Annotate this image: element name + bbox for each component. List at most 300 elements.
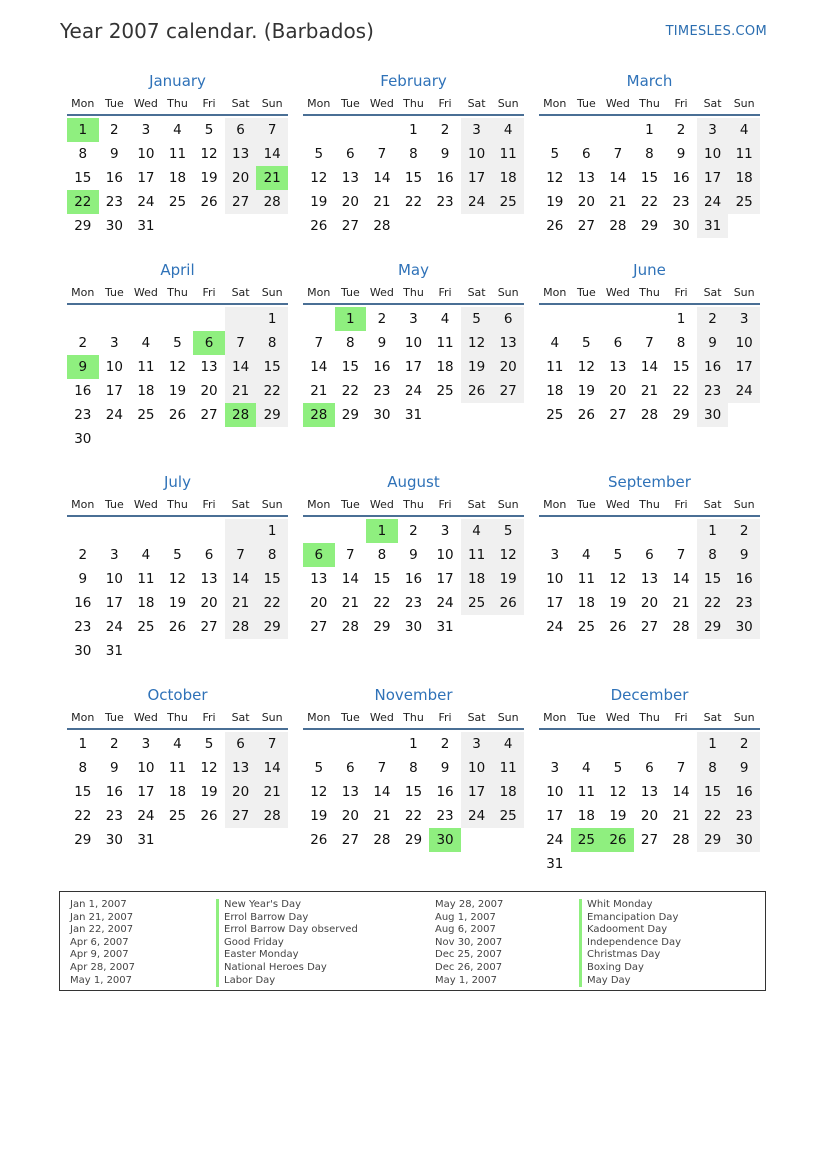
day-cell[interactable]: 25 (577, 619, 595, 635)
day-cell[interactable]: 11 (168, 760, 187, 776)
day-cell[interactable]: 25 (728, 190, 760, 214)
day-cell[interactable]: 29 (341, 407, 359, 423)
day-cell[interactable]: 3 (550, 547, 560, 563)
day-cell[interactable]: 23 (728, 804, 760, 828)
day-cell[interactable]: 19 (310, 194, 328, 210)
day-cell[interactable]: 24 (137, 808, 155, 824)
day-cell[interactable]: 6 (645, 547, 654, 563)
day-cell[interactable]: 1 (335, 307, 367, 331)
day-cell[interactable]: 14 (640, 359, 659, 375)
day-cell[interactable]: 29 (74, 218, 92, 234)
day-cell[interactable]: 16 (404, 571, 423, 587)
day-cell[interactable]: 14 (256, 756, 288, 780)
day-cell[interactable]: 17 (404, 359, 423, 375)
day-cell[interactable]: 12 (310, 170, 328, 186)
day-cell[interactable]: 28 (303, 403, 335, 427)
day-cell[interactable]: 19 (609, 808, 627, 824)
day-cell[interactable]: 19 (546, 194, 564, 210)
day-cell[interactable]: 4 (141, 335, 151, 351)
day-cell[interactable]: 10 (697, 142, 729, 166)
day-cell[interactable]: 12 (546, 170, 564, 186)
day-cell[interactable]: 31 (546, 856, 564, 872)
day-cell[interactable]: 24 (728, 379, 760, 403)
day-cell[interactable]: 9 (110, 146, 119, 162)
day-cell[interactable]: 5 (550, 146, 560, 162)
day-cell[interactable]: 21 (672, 595, 690, 611)
day-cell[interactable]: 4 (728, 118, 760, 142)
day-cell[interactable]: 25 (137, 619, 155, 635)
day-cell[interactable]: 19 (492, 567, 524, 591)
day-cell[interactable]: 11 (168, 146, 187, 162)
day-cell[interactable]: 28 (225, 403, 257, 427)
day-cell[interactable]: 15 (640, 170, 659, 186)
day-cell[interactable]: 18 (492, 780, 524, 804)
day-cell[interactable]: 18 (436, 359, 454, 375)
day-cell[interactable]: 1 (409, 122, 418, 138)
day-cell[interactable]: 14 (609, 170, 627, 186)
day-cell[interactable]: 19 (200, 784, 218, 800)
day-cell[interactable]: 11 (492, 142, 524, 166)
day-cell[interactable]: 7 (645, 335, 654, 351)
day-cell[interactable]: 15 (341, 359, 359, 375)
day-cell[interactable]: 30 (74, 643, 92, 659)
day-cell[interactable]: 18 (728, 166, 760, 190)
day-cell[interactable]: 14 (225, 567, 257, 591)
day-cell[interactable]: 9 (440, 146, 450, 162)
day-cell[interactable]: 2 (409, 523, 418, 539)
day-cell[interactable]: 10 (105, 571, 123, 587)
day-cell[interactable]: 27 (577, 218, 595, 234)
day-cell[interactable]: 8 (697, 756, 729, 780)
day-cell[interactable]: 24 (105, 619, 123, 635)
day-cell[interactable]: 2 (110, 122, 119, 138)
day-cell[interactable]: 15 (404, 784, 423, 800)
day-cell[interactable]: 4 (440, 311, 450, 327)
day-cell[interactable]: 27 (225, 190, 257, 214)
day-cell[interactable]: 10 (728, 331, 760, 355)
day-cell[interactable]: 13 (341, 170, 359, 186)
day-cell[interactable]: 20 (200, 595, 218, 611)
day-cell[interactable]: 21 (256, 166, 288, 190)
day-cell[interactable]: 8 (377, 547, 387, 563)
day-cell[interactable]: 27 (492, 379, 524, 403)
day-cell[interactable]: 29 (672, 407, 690, 423)
day-cell[interactable]: 24 (697, 190, 729, 214)
day-cell[interactable]: 20 (341, 194, 359, 210)
day-cell[interactable]: 24 (137, 194, 155, 210)
day-cell[interactable]: 26 (200, 808, 218, 824)
day-cell[interactable]: 25 (492, 190, 524, 214)
day-cell[interactable]: 23 (74, 407, 92, 423)
day-cell[interactable]: 17 (728, 355, 760, 379)
day-cell[interactable]: 5 (613, 760, 623, 776)
day-cell[interactable]: 12 (200, 760, 218, 776)
day-cell[interactable]: 4 (492, 118, 524, 142)
day-cell[interactable]: 2 (728, 732, 760, 756)
day-cell[interactable]: 8 (256, 331, 288, 355)
day-cell[interactable]: 7 (613, 146, 623, 162)
day-cell[interactable]: 10 (404, 335, 423, 351)
day-cell[interactable]: 4 (173, 122, 182, 138)
day-cell[interactable]: 15 (697, 780, 729, 804)
day-cell[interactable]: 23 (436, 808, 454, 824)
day-cell[interactable]: 14 (225, 355, 257, 379)
day-cell[interactable]: 4 (492, 732, 524, 756)
day-cell[interactable]: 1 (697, 732, 729, 756)
day-cell[interactable]: 31 (137, 832, 155, 848)
day-cell[interactable]: 12 (609, 571, 627, 587)
day-cell[interactable]: 5 (314, 146, 324, 162)
day-cell[interactable]: 10 (137, 146, 155, 162)
day-cell[interactable]: 20 (310, 595, 328, 611)
day-cell[interactable]: 1 (676, 311, 686, 327)
day-cell[interactable]: 6 (204, 547, 214, 563)
day-cell[interactable]: 21 (310, 383, 328, 399)
day-cell[interactable]: 26 (168, 407, 187, 423)
day-cell[interactable]: 15 (74, 170, 92, 186)
day-cell[interactable]: 9 (409, 547, 418, 563)
day-cell[interactable]: 8 (256, 543, 288, 567)
day-cell[interactable]: 22 (672, 383, 690, 399)
day-cell[interactable]: 27 (310, 619, 328, 635)
day-cell[interactable]: 20 (341, 808, 359, 824)
day-cell[interactable]: 27 (200, 407, 218, 423)
day-cell[interactable]: 22 (697, 591, 729, 615)
day-cell[interactable]: 16 (105, 170, 123, 186)
day-cell[interactable]: 19 (461, 355, 493, 379)
day-cell[interactable]: 21 (373, 194, 391, 210)
day-cell[interactable]: 13 (640, 784, 659, 800)
day-cell[interactable]: 23 (404, 595, 423, 611)
day-cell[interactable]: 20 (200, 383, 218, 399)
day-cell[interactable]: 23 (105, 194, 123, 210)
day-cell[interactable]: 24 (105, 407, 123, 423)
day-cell[interactable]: 6 (225, 118, 257, 142)
day-cell[interactable]: 5 (204, 122, 214, 138)
day-cell[interactable]: 22 (74, 808, 92, 824)
day-cell[interactable]: 3 (110, 335, 119, 351)
day-cell[interactable]: 6 (346, 760, 355, 776)
day-cell[interactable]: 5 (204, 736, 214, 752)
day-cell[interactable]: 20 (609, 383, 627, 399)
day-cell[interactable]: 9 (728, 543, 760, 567)
day-cell[interactable]: 24 (461, 190, 493, 214)
day-cell[interactable]: 12 (577, 359, 595, 375)
day-cell[interactable]: 11 (137, 359, 155, 375)
day-cell[interactable]: 30 (697, 403, 729, 427)
day-cell[interactable]: 28 (256, 804, 288, 828)
day-cell[interactable]: 13 (577, 170, 595, 186)
day-cell[interactable]: 16 (672, 170, 690, 186)
day-cell[interactable]: 30 (672, 218, 690, 234)
day-cell[interactable]: 12 (492, 543, 524, 567)
day-cell[interactable]: 1 (67, 118, 99, 142)
day-cell[interactable]: 6 (613, 335, 623, 351)
day-cell[interactable]: 9 (377, 335, 387, 351)
day-cell[interactable]: 11 (492, 756, 524, 780)
day-cell[interactable]: 11 (546, 359, 564, 375)
day-cell[interactable]: 14 (672, 784, 690, 800)
day-cell[interactable]: 8 (409, 760, 418, 776)
day-cell[interactable]: 18 (492, 166, 524, 190)
day-cell[interactable]: 6 (193, 331, 225, 355)
day-cell[interactable]: 9 (697, 331, 729, 355)
day-cell[interactable]: 6 (225, 732, 257, 756)
day-cell[interactable]: 23 (373, 383, 391, 399)
day-cell[interactable]: 28 (373, 832, 391, 848)
day-cell[interactable]: 20 (640, 595, 659, 611)
day-cell[interactable]: 9 (110, 760, 119, 776)
day-cell[interactable]: 17 (105, 383, 123, 399)
day-cell[interactable]: 10 (461, 756, 493, 780)
day-cell[interactable]: 14 (373, 784, 391, 800)
day-cell[interactable]: 27 (640, 832, 659, 848)
day-cell[interactable]: 8 (676, 335, 686, 351)
day-cell[interactable]: 31 (697, 214, 729, 238)
day-cell[interactable]: 9 (440, 760, 450, 776)
day-cell[interactable]: 10 (546, 571, 564, 587)
day-cell[interactable]: 13 (310, 571, 328, 587)
day-cell[interactable]: 9 (676, 146, 686, 162)
day-cell[interactable]: 28 (341, 619, 359, 635)
day-cell[interactable]: 27 (609, 407, 627, 423)
day-cell[interactable]: 10 (461, 142, 493, 166)
day-cell[interactable]: 7 (377, 760, 387, 776)
day-cell[interactable]: 9 (78, 571, 88, 587)
day-cell[interactable]: 18 (168, 170, 187, 186)
day-cell[interactable]: 30 (105, 832, 123, 848)
day-cell[interactable]: 1 (409, 736, 418, 752)
day-cell[interactable]: 29 (373, 619, 391, 635)
day-cell[interactable]: 22 (256, 379, 288, 403)
day-cell[interactable]: 23 (672, 194, 690, 210)
day-cell[interactable]: 21 (640, 383, 659, 399)
day-cell[interactable]: 25 (492, 804, 524, 828)
day-cell[interactable]: 19 (168, 595, 187, 611)
day-cell[interactable]: 30 (373, 407, 391, 423)
day-cell[interactable]: 31 (137, 218, 155, 234)
day-cell[interactable]: 26 (461, 379, 493, 403)
day-cell[interactable]: 10 (137, 760, 155, 776)
day-cell[interactable]: 9 (728, 756, 760, 780)
day-cell[interactable]: 6 (303, 543, 335, 567)
day-cell[interactable]: 4 (173, 736, 182, 752)
day-cell[interactable]: 24 (546, 619, 564, 635)
day-cell[interactable]: 3 (461, 732, 493, 756)
day-cell[interactable]: 6 (645, 760, 654, 776)
day-cell[interactable]: 29 (404, 832, 423, 848)
day-cell[interactable]: 20 (577, 194, 595, 210)
day-cell[interactable]: 15 (256, 567, 288, 591)
day-cell[interactable]: 15 (373, 571, 391, 587)
day-cell[interactable]: 1 (78, 736, 88, 752)
day-cell[interactable]: 22 (256, 591, 288, 615)
day-cell[interactable]: 19 (577, 383, 595, 399)
day-cell[interactable]: 21 (225, 379, 257, 403)
day-cell[interactable]: 22 (67, 190, 99, 214)
day-cell[interactable]: 4 (550, 335, 560, 351)
day-cell[interactable]: 30 (728, 615, 760, 639)
day-cell[interactable]: 5 (314, 760, 324, 776)
day-cell[interactable]: 12 (200, 146, 218, 162)
day-cell[interactable]: 10 (436, 547, 454, 563)
day-cell[interactable]: 17 (137, 170, 155, 186)
day-cell[interactable]: 19 (609, 595, 627, 611)
day-cell[interactable]: 26 (492, 591, 524, 615)
day-cell[interactable]: 8 (78, 146, 88, 162)
day-cell[interactable]: 11 (728, 142, 760, 166)
day-cell[interactable]: 7 (676, 760, 686, 776)
day-cell[interactable]: 26 (546, 218, 564, 234)
day-cell[interactable]: 16 (373, 359, 391, 375)
day-cell[interactable]: 18 (461, 567, 493, 591)
day-cell[interactable]: 19 (200, 170, 218, 186)
day-cell[interactable]: 2 (78, 335, 88, 351)
day-cell[interactable]: 13 (640, 571, 659, 587)
day-cell[interactable]: 4 (582, 547, 591, 563)
day-cell[interactable]: 2 (377, 311, 387, 327)
day-cell[interactable]: 11 (436, 335, 454, 351)
day-cell[interactable]: 20 (492, 355, 524, 379)
day-cell[interactable]: 18 (137, 595, 155, 611)
day-cell[interactable]: 16 (728, 567, 760, 591)
day-cell[interactable]: 12 (461, 331, 493, 355)
day-cell[interactable]: 11 (461, 543, 493, 567)
day-cell[interactable]: 2 (676, 122, 686, 138)
day-cell[interactable]: 13 (492, 331, 524, 355)
day-cell[interactable]: 4 (141, 547, 151, 563)
day-cell[interactable]: 24 (461, 804, 493, 828)
day-cell[interactable]: 23 (697, 379, 729, 403)
day-cell[interactable]: 17 (461, 780, 493, 804)
day-cell[interactable]: 31 (105, 643, 123, 659)
day-cell[interactable]: 13 (225, 756, 257, 780)
day-cell[interactable]: 3 (550, 760, 560, 776)
day-cell[interactable]: 1 (645, 122, 654, 138)
day-cell[interactable]: 7 (225, 331, 257, 355)
day-cell[interactable]: 8 (78, 760, 88, 776)
day-cell[interactable]: 27 (200, 619, 218, 635)
day-cell[interactable]: 28 (672, 619, 690, 635)
day-cell[interactable]: 18 (546, 383, 564, 399)
day-cell[interactable]: 15 (697, 567, 729, 591)
day-cell[interactable]: 15 (672, 359, 690, 375)
day-cell[interactable]: 11 (577, 571, 595, 587)
day-cell[interactable]: 11 (137, 571, 155, 587)
day-cell[interactable]: 18 (577, 808, 595, 824)
day-cell[interactable]: 30 (74, 431, 92, 447)
day-cell[interactable]: 25 (436, 383, 454, 399)
day-cell[interactable]: 3 (440, 523, 450, 539)
day-cell[interactable]: 23 (436, 194, 454, 210)
day-cell[interactable]: 21 (609, 194, 627, 210)
day-cell[interactable]: 24 (436, 595, 454, 611)
day-cell[interactable]: 30 (728, 828, 760, 852)
day-cell[interactable]: 15 (404, 170, 423, 186)
day-cell[interactable]: 26 (609, 619, 627, 635)
day-cell[interactable]: 24 (404, 383, 423, 399)
day-cell[interactable]: 6 (492, 307, 524, 331)
day-cell[interactable]: 3 (728, 307, 760, 331)
day-cell[interactable]: 17 (137, 784, 155, 800)
day-cell[interactable]: 5 (173, 335, 182, 351)
day-cell[interactable]: 2 (110, 736, 119, 752)
day-cell[interactable]: 31 (404, 407, 423, 423)
day-cell[interactable]: 5 (582, 335, 591, 351)
day-cell[interactable]: 10 (546, 784, 564, 800)
day-cell[interactable]: 23 (728, 591, 760, 615)
day-cell[interactable]: 19 (310, 808, 328, 824)
day-cell[interactable]: 2 (78, 547, 88, 563)
day-cell[interactable]: 10 (105, 359, 123, 375)
day-cell[interactable]: 30 (404, 619, 423, 635)
day-cell[interactable]: 26 (577, 407, 595, 423)
day-cell[interactable]: 29 (256, 615, 288, 639)
day-cell[interactable]: 2 (440, 122, 450, 138)
day-cell[interactable]: 13 (225, 142, 257, 166)
day-cell[interactable]: 7 (377, 146, 387, 162)
day-cell[interactable]: 21 (256, 780, 288, 804)
day-cell[interactable]: 25 (461, 591, 493, 615)
day-cell[interactable]: 28 (256, 190, 288, 214)
day-cell[interactable]: 26 (602, 828, 634, 852)
day-cell[interactable]: 11 (577, 784, 595, 800)
day-cell[interactable]: 16 (74, 383, 92, 399)
day-cell[interactable]: 3 (409, 311, 418, 327)
day-cell[interactable]: 5 (173, 547, 182, 563)
day-cell[interactable]: 2 (440, 736, 450, 752)
day-cell[interactable]: 1 (697, 519, 729, 543)
day-cell[interactable]: 29 (256, 403, 288, 427)
day-cell[interactable]: 28 (640, 407, 659, 423)
day-cell[interactable]: 21 (225, 591, 257, 615)
day-cell[interactable]: 14 (341, 571, 359, 587)
day-cell[interactable]: 21 (672, 808, 690, 824)
day-cell[interactable]: 14 (256, 142, 288, 166)
day-cell[interactable]: 15 (256, 355, 288, 379)
day-cell[interactable]: 16 (697, 355, 729, 379)
day-cell[interactable]: 22 (697, 804, 729, 828)
day-cell[interactable]: 20 (225, 166, 257, 190)
day-cell[interactable]: 17 (546, 595, 564, 611)
day-cell[interactable]: 3 (141, 122, 151, 138)
day-cell[interactable]: 12 (168, 359, 187, 375)
day-cell[interactable]: 30 (105, 218, 123, 234)
day-cell[interactable]: 27 (640, 619, 659, 635)
day-cell[interactable]: 8 (346, 335, 355, 351)
day-cell[interactable]: 28 (672, 832, 690, 848)
day-cell[interactable]: 5 (492, 519, 524, 543)
day-cell[interactable]: 8 (697, 543, 729, 567)
day-cell[interactable]: 7 (256, 732, 288, 756)
day-cell[interactable]: 23 (105, 808, 123, 824)
day-cell[interactable]: 18 (168, 784, 187, 800)
day-cell[interactable]: 26 (200, 194, 218, 210)
day-cell[interactable]: 12 (168, 571, 187, 587)
day-cell[interactable]: 5 (461, 307, 493, 331)
day-cell[interactable]: 28 (373, 218, 391, 234)
day-cell[interactable]: 20 (225, 780, 257, 804)
day-cell[interactable]: 29 (74, 832, 92, 848)
day-cell[interactable]: 1 (256, 307, 288, 331)
day-cell[interactable]: 8 (409, 146, 418, 162)
site-logo-link[interactable]: TIMESLES.COM (665, 24, 767, 39)
day-cell[interactable]: 8 (645, 146, 654, 162)
day-cell[interactable]: 17 (697, 166, 729, 190)
day-cell[interactable]: 20 (640, 808, 659, 824)
day-cell[interactable]: 29 (640, 218, 659, 234)
day-cell[interactable]: 15 (74, 784, 92, 800)
